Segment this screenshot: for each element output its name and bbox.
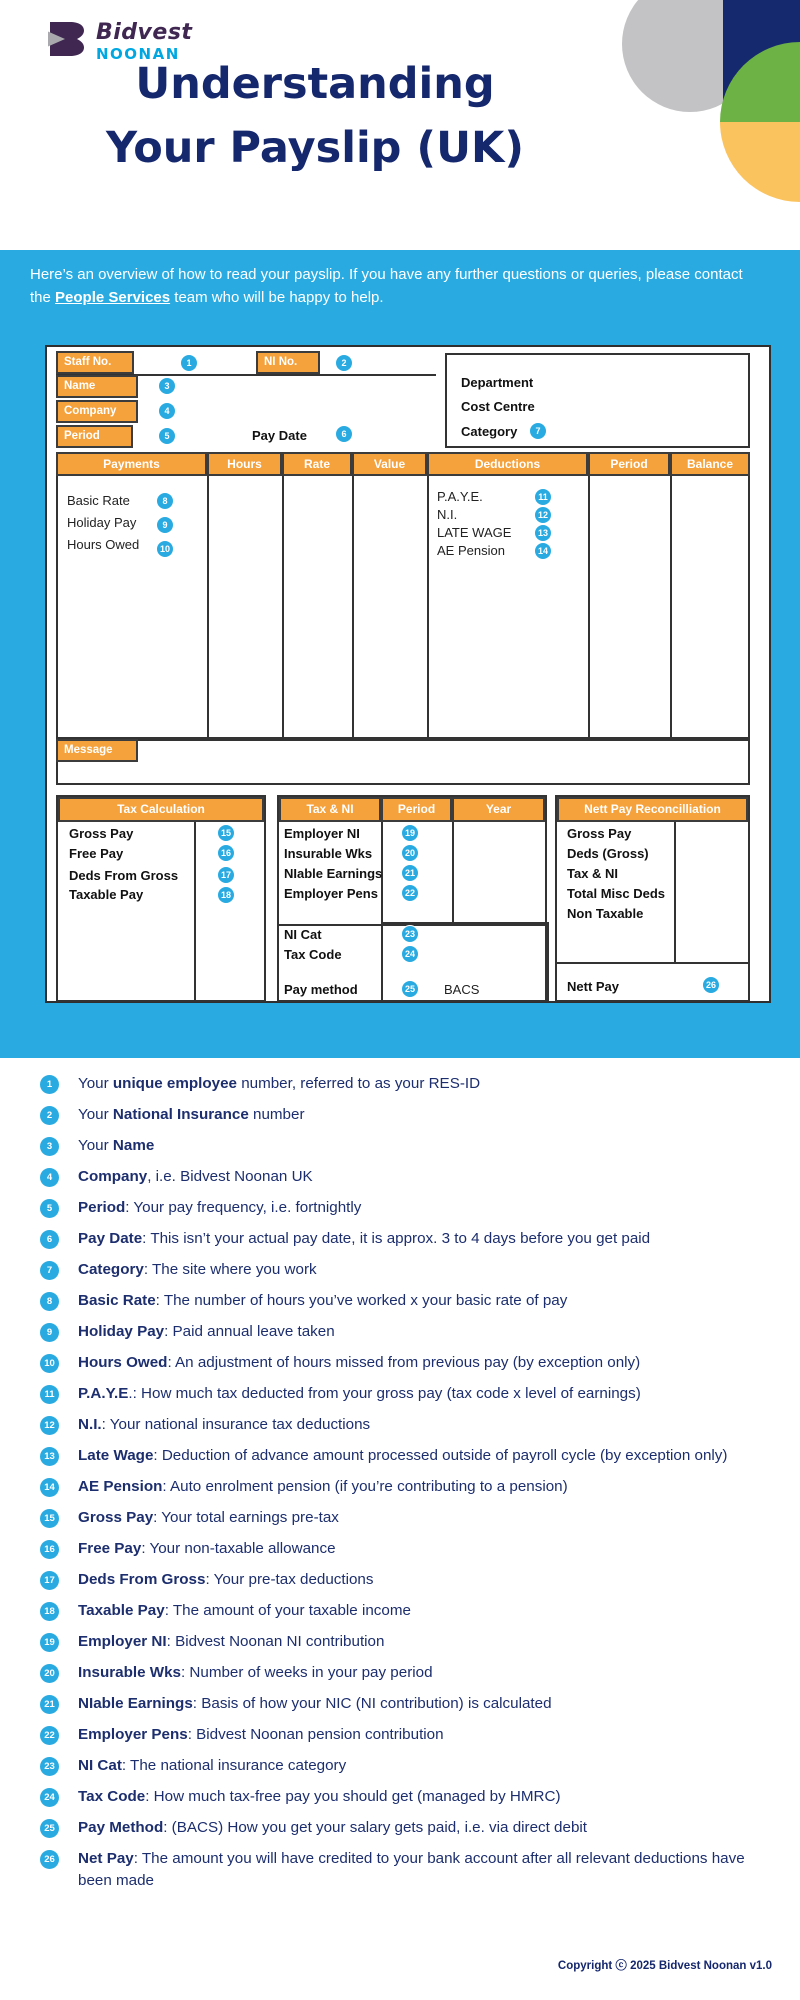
- legend-text: NI Cat: The national insurance category: [78, 1757, 347, 1774]
- pay-method-value: BACS: [444, 982, 480, 997]
- nett-pay-box: [555, 795, 750, 1002]
- legend-number-badge: 13: [40, 1447, 59, 1466]
- legend-number-badge: 15: [40, 1509, 59, 1528]
- legend-number-badge: 12: [40, 1416, 59, 1435]
- deduction-item-ae-pension: AE Pension: [437, 543, 505, 558]
- tax-ni-employer-ni: Employer NI: [284, 826, 360, 841]
- name-label: Name: [56, 375, 138, 398]
- legend-text: Category: The site where you work: [78, 1261, 317, 1278]
- callout-badge-4: 4: [158, 402, 176, 420]
- nett-pay-label: Nett Pay: [567, 979, 620, 994]
- legend-text: Basic Rate: The number of hours you’ve worked x your basic rate of pay: [78, 1292, 568, 1309]
- legend-number-badge: 1: [40, 1075, 59, 1094]
- tax-ni-year-header: Year: [452, 797, 545, 822]
- table-column-line: [670, 476, 672, 739]
- callout-badge-22: 22: [401, 884, 419, 902]
- legend-item-24: [40, 1786, 800, 1808]
- legend-text: NIable Earnings: Basis of how your NIC (NI contribution) is calculated: [78, 1695, 552, 1712]
- legend-item-9: [40, 1321, 800, 1343]
- legend-number-badge: 11: [40, 1385, 59, 1404]
- pay-date-label: Pay Date: [252, 428, 307, 443]
- legend-number-badge: 17: [40, 1571, 59, 1590]
- legend-item-20: [40, 1662, 800, 1684]
- message-row: [56, 739, 750, 785]
- col-header-hours: Hours: [207, 452, 282, 476]
- legend-item-10: [40, 1352, 800, 1374]
- legend-text: Net Pay: The amount you will have credited to your bank account after all relevant deductions have been made: [78, 1850, 745, 1889]
- legend-text: Pay Date: This isn’t your actual pay date, it is approx. 3 to 4 days before you get paid: [78, 1230, 651, 1247]
- deduction-item-ni: N.I.: [437, 507, 458, 522]
- category-label: Category: [461, 424, 518, 439]
- legend-item-6: [40, 1228, 800, 1250]
- legend-text: AE Pension: Auto enrolment pension (if you’re contributing to a pension): [78, 1478, 568, 1495]
- callout-badge-10: 10: [156, 540, 174, 558]
- box-divider-line: [557, 962, 748, 964]
- callout-badge-26: 26: [702, 976, 720, 994]
- legend-number-badge: 6: [40, 1230, 59, 1249]
- intro-text-after: team who will be happy to help.: [170, 289, 384, 306]
- legend-list: [0, 1058, 800, 1901]
- ni-cat-label: NI Cat: [284, 927, 322, 942]
- legend-number-badge: 19: [40, 1633, 59, 1652]
- legend-text: Tax Code: How much tax-free pay you should get (managed by HMRC): [78, 1788, 561, 1805]
- callout-badge-3: 3: [158, 377, 176, 395]
- legend-number-badge: 7: [40, 1261, 59, 1280]
- table-column-line: [282, 476, 284, 739]
- department-label: Department: [461, 375, 534, 390]
- copyright-footer: Copyright ⓒ 2025 Bidvest Noonan v1.0: [557, 1960, 772, 1972]
- legend-item-1: [40, 1073, 800, 1095]
- col-header-deductions: Deductions: [427, 452, 588, 476]
- legend-item-16: [40, 1538, 800, 1560]
- legend-number-badge: 4: [40, 1168, 59, 1187]
- legend-number-badge: 10: [40, 1354, 59, 1373]
- nett-gross-pay: Gross Pay: [567, 826, 632, 841]
- callout-badge-13: 13: [534, 524, 552, 542]
- legend-item-15: [40, 1507, 800, 1529]
- tax-ni-employer-pens: Employer Pens: [284, 886, 378, 901]
- page-title: [0, 52, 630, 180]
- legend-item-21: [40, 1693, 800, 1715]
- nett-deds-gross: Deds (Gross): [567, 846, 649, 861]
- intro-paragraph: [30, 263, 752, 309]
- legend-item-22: [40, 1724, 800, 1746]
- callout-badge-23: 23: [401, 925, 419, 943]
- legend-item-13: [40, 1445, 800, 1467]
- period-label: Period: [56, 425, 133, 448]
- staff-no-label: Staff No.: [56, 351, 134, 374]
- legend-number-badge: 26: [40, 1850, 59, 1869]
- legend-text: Employer NI: Bidvest Noonan NI contribution: [78, 1633, 385, 1650]
- tax-ni-insurable-wks: Insurable Wks: [284, 846, 373, 861]
- legend-item-12: [40, 1414, 800, 1436]
- callout-badge-6: 6: [335, 425, 353, 443]
- tax-ni-title: Tax & NI: [279, 797, 381, 822]
- legend-text: Period: Your pay frequency, i.e. fortnightly: [78, 1199, 362, 1216]
- callout-badge-16: 16: [217, 844, 235, 862]
- payment-item-basic-rate: Basic Rate: [67, 493, 130, 508]
- box-divider-line: [452, 822, 454, 924]
- callout-badge-2: 2: [335, 354, 353, 372]
- message-label: Message: [56, 739, 138, 762]
- legend-number-badge: 18: [40, 1602, 59, 1621]
- callout-badge-25: 25: [401, 980, 419, 998]
- legend-item-25: [40, 1817, 800, 1839]
- callout-badge-11: 11: [534, 488, 552, 506]
- callout-badge-14: 14: [534, 542, 552, 560]
- nett-tax-ni: Tax & NI: [567, 866, 619, 881]
- legend-text: Your Name: [78, 1137, 155, 1154]
- legend-text: N.I.: Your national insurance tax deductions: [78, 1416, 371, 1433]
- tax-calc-free-pay: Free Pay: [69, 846, 124, 861]
- legend-number-badge: 3: [40, 1137, 59, 1156]
- callout-badge-9: 9: [156, 516, 174, 534]
- intro-text-before: Here’s an overview of how to read your payslip. If you have any further questions or queries, please contact the: [30, 266, 743, 306]
- legend-text: Insurable Wks: Number of weeks in your pay period: [78, 1664, 433, 1681]
- legend-text: Holiday Pay: Paid annual leave taken: [78, 1323, 335, 1340]
- nett-non-taxable: Non Taxable: [567, 906, 644, 921]
- callout-badge-15: 15: [217, 824, 235, 842]
- legend-text: Company, i.e. Bidvest Noonan UK: [78, 1168, 313, 1185]
- nett-total-misc: Total Misc Deds: [567, 886, 666, 901]
- legend-item-2: [40, 1104, 800, 1126]
- legend-number-badge: 16: [40, 1540, 59, 1559]
- legend-number-badge: 21: [40, 1695, 59, 1714]
- callout-badge-19: 19: [401, 824, 419, 842]
- callout-badge-1: 1: [180, 354, 198, 372]
- legend-number-badge: 23: [40, 1757, 59, 1776]
- legend-item-17: [40, 1569, 800, 1591]
- tax-calc-deds-from-gross: Deds From Gross: [69, 868, 179, 883]
- legend-item-4: [40, 1166, 800, 1188]
- legend-number-badge: 20: [40, 1664, 59, 1683]
- deduction-item-paye: P.A.Y.E.: [437, 489, 483, 504]
- callout-badge-5: 5: [158, 427, 176, 445]
- col-header-balance: Balance: [670, 452, 750, 476]
- legend-item-18: [40, 1600, 800, 1622]
- col-header-value: Value: [352, 452, 427, 476]
- legend-text: Your National Insurance number: [78, 1106, 305, 1123]
- legend-text: Pay Method: (BACS) How you get your salary gets paid, i.e. via direct debit: [78, 1819, 587, 1836]
- legend-text: Deds From Gross: Your pre-tax deductions: [78, 1571, 374, 1588]
- callout-badge-17: 17: [217, 866, 235, 884]
- legend-number-badge: 8: [40, 1292, 59, 1311]
- legend-number-badge: 22: [40, 1726, 59, 1745]
- table-column-line: [427, 476, 429, 739]
- legend-number-badge: 5: [40, 1199, 59, 1218]
- table-column-line: [588, 476, 590, 739]
- col-header-rate: Rate: [282, 452, 352, 476]
- callout-badge-8: 8: [156, 492, 174, 510]
- legend-number-badge: 25: [40, 1819, 59, 1838]
- legend-text: Hours Owed: An adjustment of hours missed from previous pay (by exception only): [78, 1354, 641, 1371]
- hero-header: [0, 0, 800, 250]
- legend-item-7: [40, 1259, 800, 1281]
- callout-badge-7: 7: [529, 422, 547, 440]
- tax-calculation-title: Tax Calculation: [58, 797, 264, 822]
- table-column-line: [207, 476, 209, 739]
- blue-band: [0, 250, 800, 1058]
- legend-item-14: [40, 1476, 800, 1498]
- callout-badge-12: 12: [534, 506, 552, 524]
- callout-badge-20: 20: [401, 844, 419, 862]
- brand-name-bottom: NOONAN: [96, 45, 180, 63]
- col-header-payments: Payments: [56, 452, 207, 476]
- ni-no-label: NI No.: [256, 351, 320, 374]
- brand-name-top: Bidvest: [96, 20, 193, 45]
- legend-text: Late Wage: Deduction of advance amount processed outside of payroll cycle (by exception only): [78, 1447, 728, 1464]
- legend-item-3: [40, 1135, 800, 1157]
- page-title-line1: Understanding: [135, 59, 495, 109]
- legend-text: Gross Pay: Your total earnings pre-tax: [78, 1509, 339, 1526]
- legend-number-badge: 14: [40, 1478, 59, 1497]
- people-services-link[interactable]: People Services: [55, 289, 171, 306]
- legend-text: Employer Pens: Bidvest Noonan pension contribution: [78, 1726, 444, 1743]
- legend-item-26: [40, 1848, 800, 1892]
- box-divider-line: [674, 822, 676, 962]
- box-divider-line: [194, 822, 196, 1000]
- tax-ni-period-header: Period: [381, 797, 452, 822]
- pay-method-label: Pay method: [284, 982, 358, 997]
- callout-badge-18: 18: [217, 886, 235, 904]
- cost-centre-label: Cost Centre: [461, 399, 535, 414]
- deduction-item-late-wage: LATE WAGE: [437, 525, 512, 540]
- tax-code-label: Tax Code: [284, 947, 342, 962]
- legend-text: Your unique employee number, referred to as your RES-ID: [78, 1075, 481, 1092]
- payment-item-holiday-pay: Holiday Pay: [67, 515, 137, 530]
- decorative-yellow-quarter-circle: [720, 122, 800, 202]
- tax-calc-taxable-pay: Taxable Pay: [69, 887, 144, 902]
- payment-item-hours-owed: Hours Owed: [67, 537, 140, 552]
- legend-item-5: [40, 1197, 800, 1219]
- page-title-line2: Your Payslip (UK): [106, 123, 524, 173]
- tax-calculation-box: [56, 795, 266, 1002]
- table-column-line: [352, 476, 354, 739]
- legend-item-11: [40, 1383, 800, 1405]
- tax-calc-gross-pay: Gross Pay: [69, 826, 134, 841]
- nett-pay-title: Nett Pay Reconcilliation: [557, 797, 748, 822]
- col-header-period: Period: [588, 452, 670, 476]
- legend-number-badge: 9: [40, 1323, 59, 1342]
- legend-text: P.A.Y.E.: How much tax deducted from your gross pay (tax code x level of earnings): [78, 1385, 641, 1402]
- legend-text: Taxable Pay: The amount of your taxable income: [78, 1602, 411, 1619]
- legend-item-8: [40, 1290, 800, 1312]
- legend-number-badge: 2: [40, 1106, 59, 1125]
- legend-item-23: [40, 1755, 800, 1777]
- payslip-mockup: [45, 345, 771, 1003]
- legend-number-badge: 24: [40, 1788, 59, 1807]
- tax-ni-niable-earnings: NIable Earnings: [284, 866, 383, 881]
- department-box: [445, 353, 750, 448]
- callout-badge-24: 24: [401, 945, 419, 963]
- legend-item-19: [40, 1631, 800, 1653]
- callout-badge-21: 21: [401, 864, 419, 882]
- legend-text: Free Pay: Your non-taxable allowance: [78, 1540, 336, 1557]
- company-label: Company: [56, 400, 138, 423]
